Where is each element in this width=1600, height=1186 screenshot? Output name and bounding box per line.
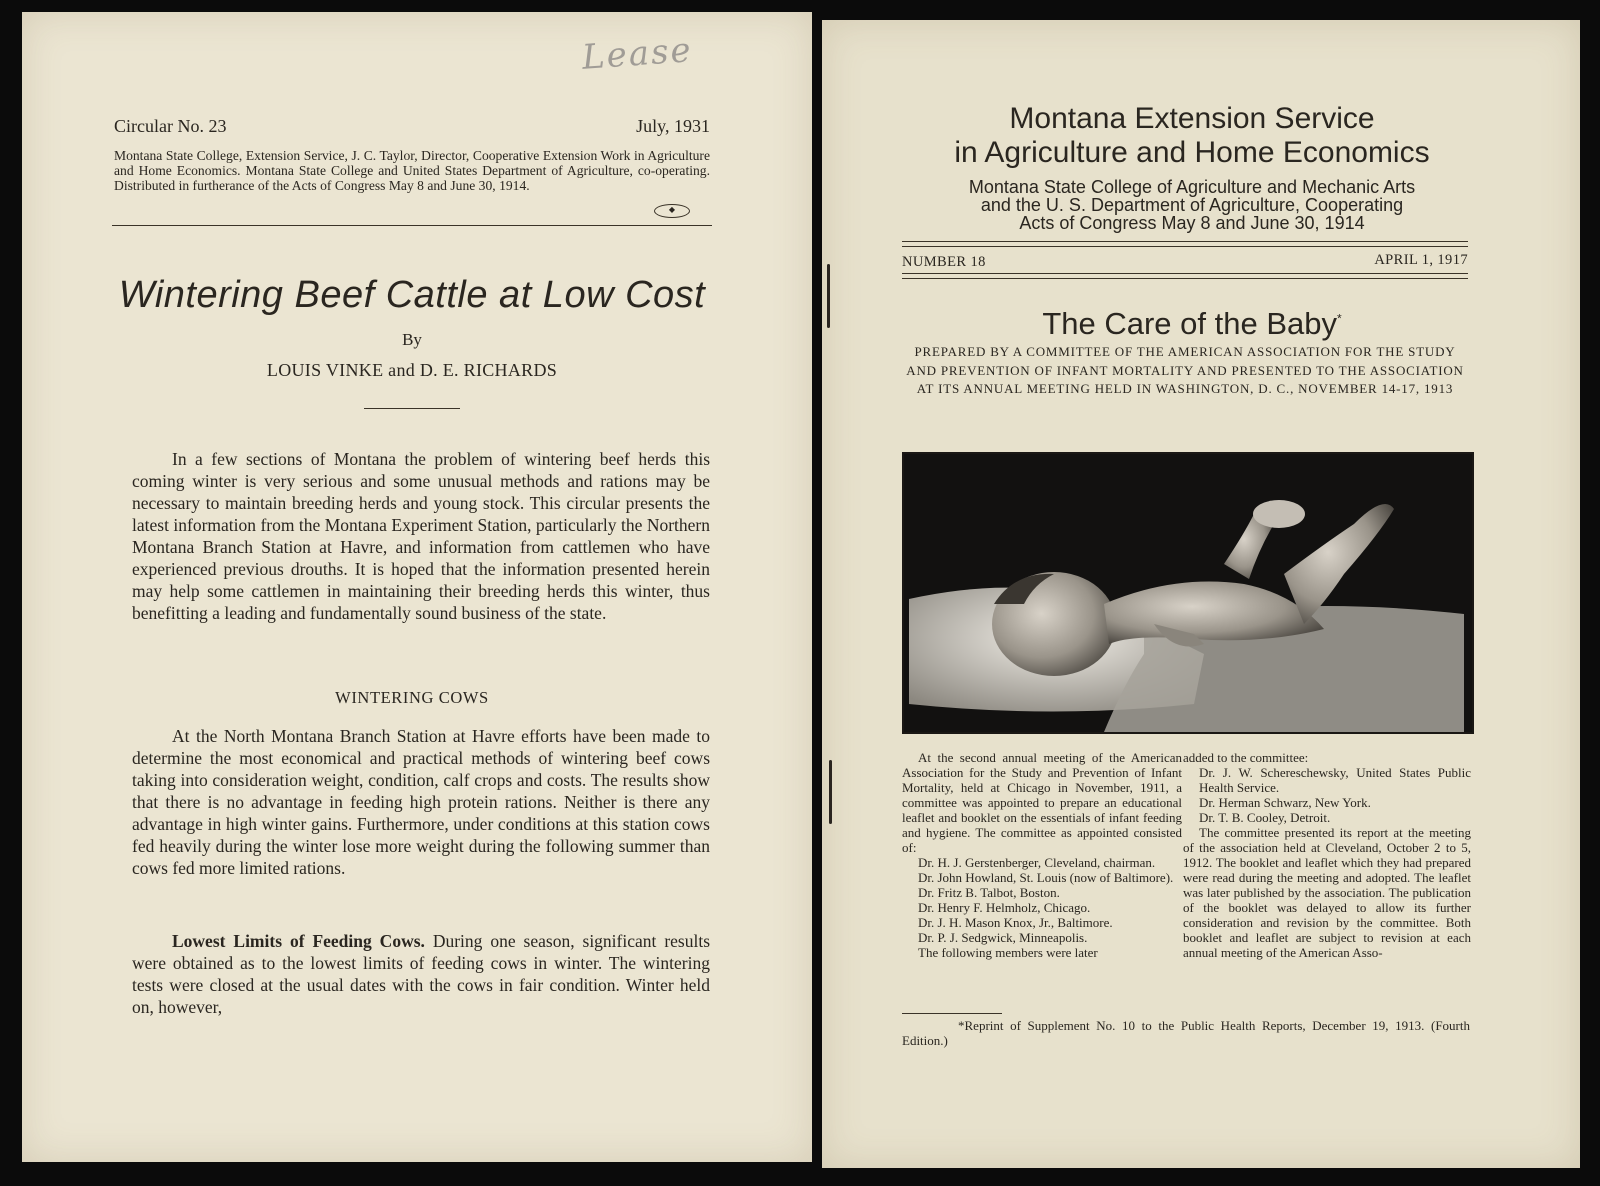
committee-member: Dr. J. W. Schereschewsky, United States Public Health Service.	[1199, 765, 1471, 795]
staple-icon	[829, 760, 832, 824]
committee-member: Dr. J. H. Mason Knox, Jr., Baltimore.	[918, 915, 1113, 930]
committee-member: Dr. John Howland, St. Louis (now of Baltimore).	[918, 870, 1174, 885]
header-divider	[112, 225, 712, 226]
issue-divider	[902, 278, 1468, 279]
article-title-text: The Care of the Baby	[1042, 306, 1337, 341]
section-heading: WINTERING COWS	[335, 688, 489, 707]
text-column-left	[902, 750, 1182, 960]
paragraph-continuation: added to the committee:	[1183, 750, 1309, 765]
run-in-heading: Lowest Limits of Feeding Cows.	[172, 931, 425, 951]
masthead-divider	[902, 241, 1468, 242]
masthead-divider	[902, 246, 1468, 247]
committee-member: Dr. P. J. Sedgwick, Minneapolis.	[918, 930, 1088, 945]
intro-paragraph: At the second annual meeting of the American Association for the Study and Prevention of Infant Mortality, held at Chicago in November, 1911, a committee was appointed to prepare an educational leaflet and booklet on the essentials of infant feeding and hygiene. The committee as appointed consisted of:	[902, 750, 1182, 855]
masthead-subtitle-1: Montana State College of Agriculture and Mechanic Arts	[968, 177, 1416, 197]
staple-icon	[827, 264, 830, 328]
baby-photo-icon	[904, 454, 1472, 732]
paragraph-text: During one season, significant results were obtained as to the lowest limits of feeding cows in winter. The wintering tests were closed at the usual dates with the cows in fair condition. Winter held on, however,	[132, 931, 711, 1017]
report-paragraph: The committee presented its report at the meeting of the association held at Cleveland, October 2 to 5, 1912. The booklet and leaflet which they had prepared were read during the meeting and adopted. The leaflet was later published by the association. The publication of the booklet was delayed to allow its further consideration and revision by the committee. Both booklet and leaflet are subject to revision at each annual meeting of the American Asso-	[1183, 825, 1471, 960]
committee-member: Dr. Herman Schwarz, New York.	[1199, 795, 1371, 810]
masthead-subtitle-3: Acts of Congress May 8 and June 30, 1914	[1019, 213, 1365, 233]
issue-number: NUMBER 18	[902, 254, 986, 270]
issue-divider	[902, 273, 1468, 274]
paragraph-continued: The following members were later	[918, 945, 1098, 960]
committee-member: Dr. T. B. Cooley, Detroit.	[1199, 810, 1331, 825]
intro-paragraph: In a few sections of Montana the problem of wintering beef herds this coming winter is very serious and some unusual methods and rations may be necessary to maintain breeding herds and young stock. This circular presents the latest information from the Montana Experiment Station, particularly the Northern Montana Branch Station at Havre, and information from cattlemen who have experienced previous drouths. It is hoped that the information presented herein may help some cattlemen in maintaining their breeding herds this winter, thus benefitting a leading and fundamentally sound business of the state.	[132, 449, 710, 623]
body-paragraph: At the North Montana Branch Station at Havre efforts have been made to determine the most economical and practical methods of wintering beef cows taking into consideration weight, condition, calf crops and costs. The results show that there is no advantage in feeding high protein rations. Neither is there any advantage in high winter gains. Furthermore, under conditions at this station cows fed heavily during the winter lose more weight during the following summer than cows fed more limited rations.	[132, 726, 710, 878]
seal-icon: ◆	[654, 204, 690, 218]
text-column-right	[1183, 750, 1471, 960]
distribution-note: Montana State College, Extension Service, J. C. Taylor, Director, Cooperative Extension Work in Agriculture and Home Economics. Montana State College and United States Department of Agriculture, co-operating. Distributed in furtherance of the Acts of Congress May 8 and June 30, 1914.	[114, 148, 710, 193]
masthead-subtitle-2: and the U. S. Department of Agriculture, Cooperating	[980, 195, 1404, 215]
left-booklet-page	[22, 12, 812, 1162]
footnote-mark: *	[1337, 311, 1342, 326]
circular-number: Circular No. 23	[114, 116, 227, 136]
page-title: Wintering Beef Cattle at Low Cost	[118, 274, 706, 316]
issue-date: APRIL 1, 1917	[1374, 252, 1468, 268]
footnote: *Reprint of Supplement No. 10 to the Public Health Reports, December 19, 1913. (Fourth Edition.)	[902, 1018, 1470, 1048]
committee-member: Dr. Henry F. Helmholz, Chicago.	[918, 900, 1091, 915]
masthead-title-line1: Montana Extension Service	[1009, 102, 1375, 135]
circular-date: July, 1931	[636, 116, 710, 136]
footnote-divider	[902, 1013, 1002, 1014]
body-paragraph-feeding	[132, 930, 710, 1018]
baby-photo	[902, 452, 1474, 734]
authors: LOUIS VINKE and D. E. RICHARDS	[266, 360, 558, 380]
title-divider	[364, 408, 460, 409]
right-booklet-page	[822, 20, 1580, 1168]
masthead-title-line2: in Agriculture and Home Economics	[954, 136, 1430, 169]
handwritten-note: Lease	[580, 30, 694, 78]
article-subtitle: PREPARED BY A COMMITTEE OF THE AMERICAN ASSOCIATION FOR THE STUDY AND PREVENTION OF INFANT MORTALITY AND PRESENTED TO THE ASSOCIATION AT ITS ANNUAL MEETING HELD IN WASHINGTON, D. C., NOVEMBER 14-17, 1913	[906, 344, 1464, 396]
article-title	[882, 306, 1502, 342]
committee-member: Dr. Fritz B. Talbot, Boston.	[918, 885, 1060, 900]
byline-label: By	[402, 330, 422, 349]
committee-member: Dr. H. J. Gerstenberger, Cleveland, chairman.	[918, 855, 1156, 870]
